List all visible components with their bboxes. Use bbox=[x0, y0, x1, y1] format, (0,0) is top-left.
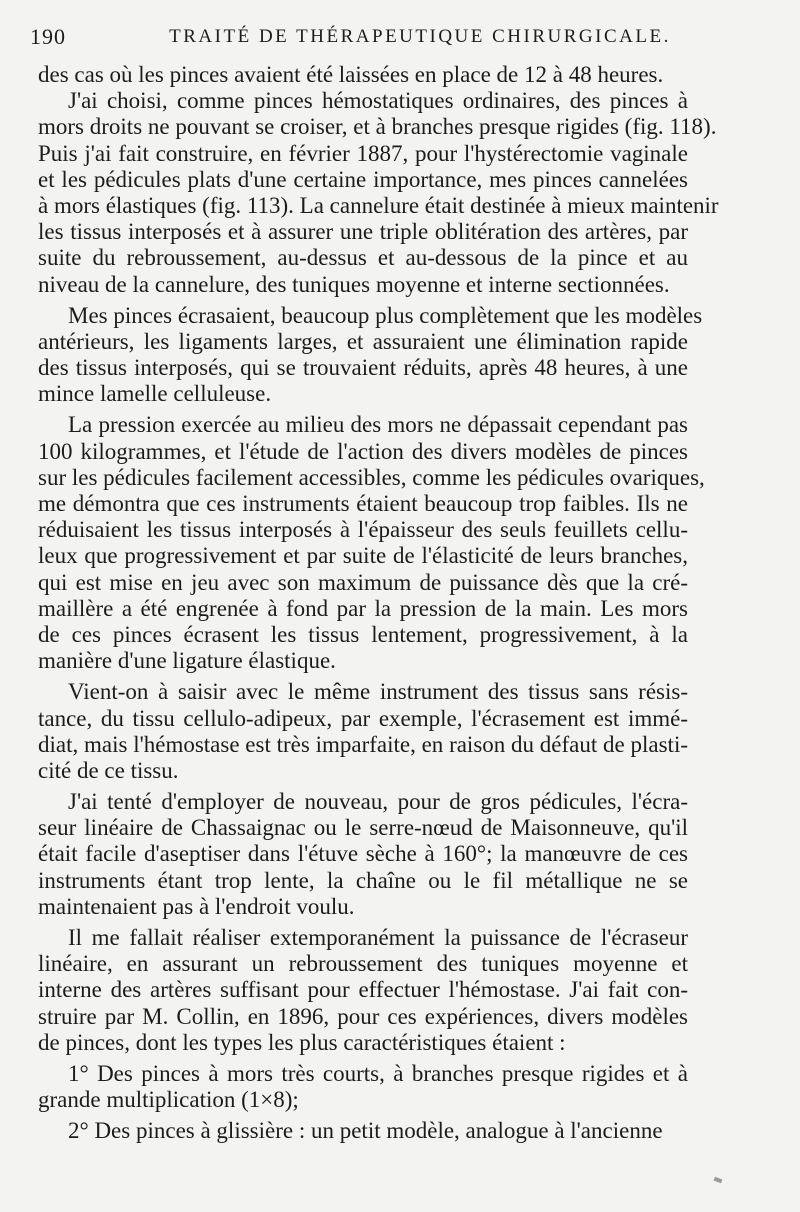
text-line: les tissus interposés et à assurer une triple oblitération des artères, par bbox=[38, 219, 688, 245]
text-line: sur les pédicules facilement accessibles, comme les pédicules ovariques, bbox=[38, 464, 705, 490]
text-line: des tissus interposés, qui se trouvaient réduits, après 48 heures, à une bbox=[38, 355, 688, 381]
text-line: niveau de la cannelure, des tuniques moyenne et interne sectionnées. bbox=[38, 271, 670, 297]
text-line: des cas où les pinces avaient été laissées en place de 12 à 48 heures. bbox=[38, 62, 664, 87]
body-text bbox=[38, 62, 719, 1145]
paragraph bbox=[38, 62, 688, 88]
text-line: de pinces, dont les types les plus caractéristiques étaient : bbox=[38, 1029, 566, 1055]
text-line: mors droits ne pouvant se croiser, et à branches presque rigides (fig. 118). bbox=[38, 114, 717, 140]
text-line: à mors élastiques (fig. 113). La cannelure était destinée à mieux maintenir bbox=[38, 192, 719, 218]
text-line: cité de ce tissu. bbox=[38, 757, 179, 783]
text-line: instruments étant trop lente, la chaîne ou le fil métallique ne se bbox=[38, 867, 688, 893]
text-line: J'ai choisi, comme pinces hémostatiques ordinaires, des pinces à bbox=[68, 88, 688, 114]
text-line: antérieurs, les ligaments larges, et assuraient une élimination rapide bbox=[38, 328, 688, 354]
paragraph bbox=[38, 789, 688, 920]
text-line: 100 kilogrammes, et l'étude de l'action des divers modèles de pinces bbox=[38, 438, 688, 464]
text-line: J'ai tenté d'employer de nouveau, pour de gros pédicules, l'écra- bbox=[68, 789, 688, 815]
page-number: 190 bbox=[30, 24, 66, 49]
text-line: maintenaient pas à l'endroit voulu. bbox=[38, 893, 355, 919]
paragraph bbox=[38, 88, 719, 298]
text-line: me démontra que ces instruments étaient beaucoup trop faibles. Ils ne bbox=[38, 491, 688, 516]
paragraph bbox=[38, 679, 688, 784]
text-line: qui est mise en jeu avec son maximum de puissance dès que la cré- bbox=[38, 569, 688, 595]
text-line: réduisaient les tissus interposés à l'épaisseur des seuls feuillets cellu- bbox=[38, 517, 688, 543]
text-line: struire par M. Collin, en 1896, pour ces expériences, divers modèles bbox=[38, 1003, 688, 1029]
text-line: 2° Des pinces à glissière : un petit modèle, analogue à l'ancienne bbox=[68, 1118, 663, 1144]
text-line: mince lamelle celluleuse. bbox=[38, 381, 272, 407]
text-line: linéaire, en assurant un rebroussement des tuniques moyenne et bbox=[38, 951, 688, 977]
text-line: manière d'une ligature élastique. bbox=[38, 648, 336, 674]
text-line: seur linéaire de Chassaignac ou le serre-nœud de Maisonneuve, qu'il bbox=[38, 815, 688, 841]
text-line: et les pédicules plats d'une certaine importance, mes pinces cannelées bbox=[38, 166, 688, 192]
text-line: grande multiplication (1×8); bbox=[38, 1087, 299, 1113]
text-line: tance, du tissu cellulo-adipeux, par exemple, l'écrasement est immé- bbox=[38, 705, 688, 731]
text-line: Mes pinces écrasaient, beaucoup plus complètement que les modèles bbox=[68, 302, 703, 328]
text-line: 1° Des pinces à mors très courts, à branches presque rigides et à bbox=[68, 1060, 688, 1086]
text-line: Vient-on à saisir avec le même instrument des tissus sans résis- bbox=[68, 679, 688, 705]
text-line: était facile d'aseptiser dans l'étuve sèche à 160°; la manœuvre de ces bbox=[38, 841, 688, 867]
text-line: Il me fallait réaliser extemporanément la puissance de l'écraseur bbox=[68, 925, 688, 950]
text-line: de ces pinces écrasent les tissus lentement, progressivement, à la bbox=[38, 621, 688, 647]
paragraph bbox=[38, 1118, 688, 1144]
paragraph bbox=[38, 412, 705, 674]
text-line: maillère a été engrenée à fond par la pression de la main. Les mors bbox=[38, 595, 688, 621]
ink-speck bbox=[714, 1177, 723, 1183]
running-header bbox=[30, 24, 770, 54]
text-line: interne des artères suffisant pour effectuer l'hémostase. J'ai fait con- bbox=[38, 977, 688, 1003]
text-line: La pression exercée au milieu des mors ne dépassait cependant pas bbox=[68, 412, 688, 438]
paragraph bbox=[38, 925, 688, 1056]
text-line: diat, mais l'hémostase est très imparfaite, en raison du défaut de plasti- bbox=[38, 731, 688, 757]
paragraph bbox=[38, 302, 703, 408]
text-line: leux que progressivement et par suite de l'élasticité de leurs branches, bbox=[38, 543, 688, 569]
running-title: TRAITÉ DE THÉRAPEUTIQUE CHIRURGICALE. bbox=[169, 26, 671, 47]
paragraph bbox=[38, 1061, 688, 1113]
text-line: Puis j'ai fait construire, en février 1887, pour l'hystérectomie vaginale bbox=[38, 140, 688, 166]
text-line: suite du rebroussement, au-dessus et au-dessous de la pince et au bbox=[38, 245, 688, 271]
